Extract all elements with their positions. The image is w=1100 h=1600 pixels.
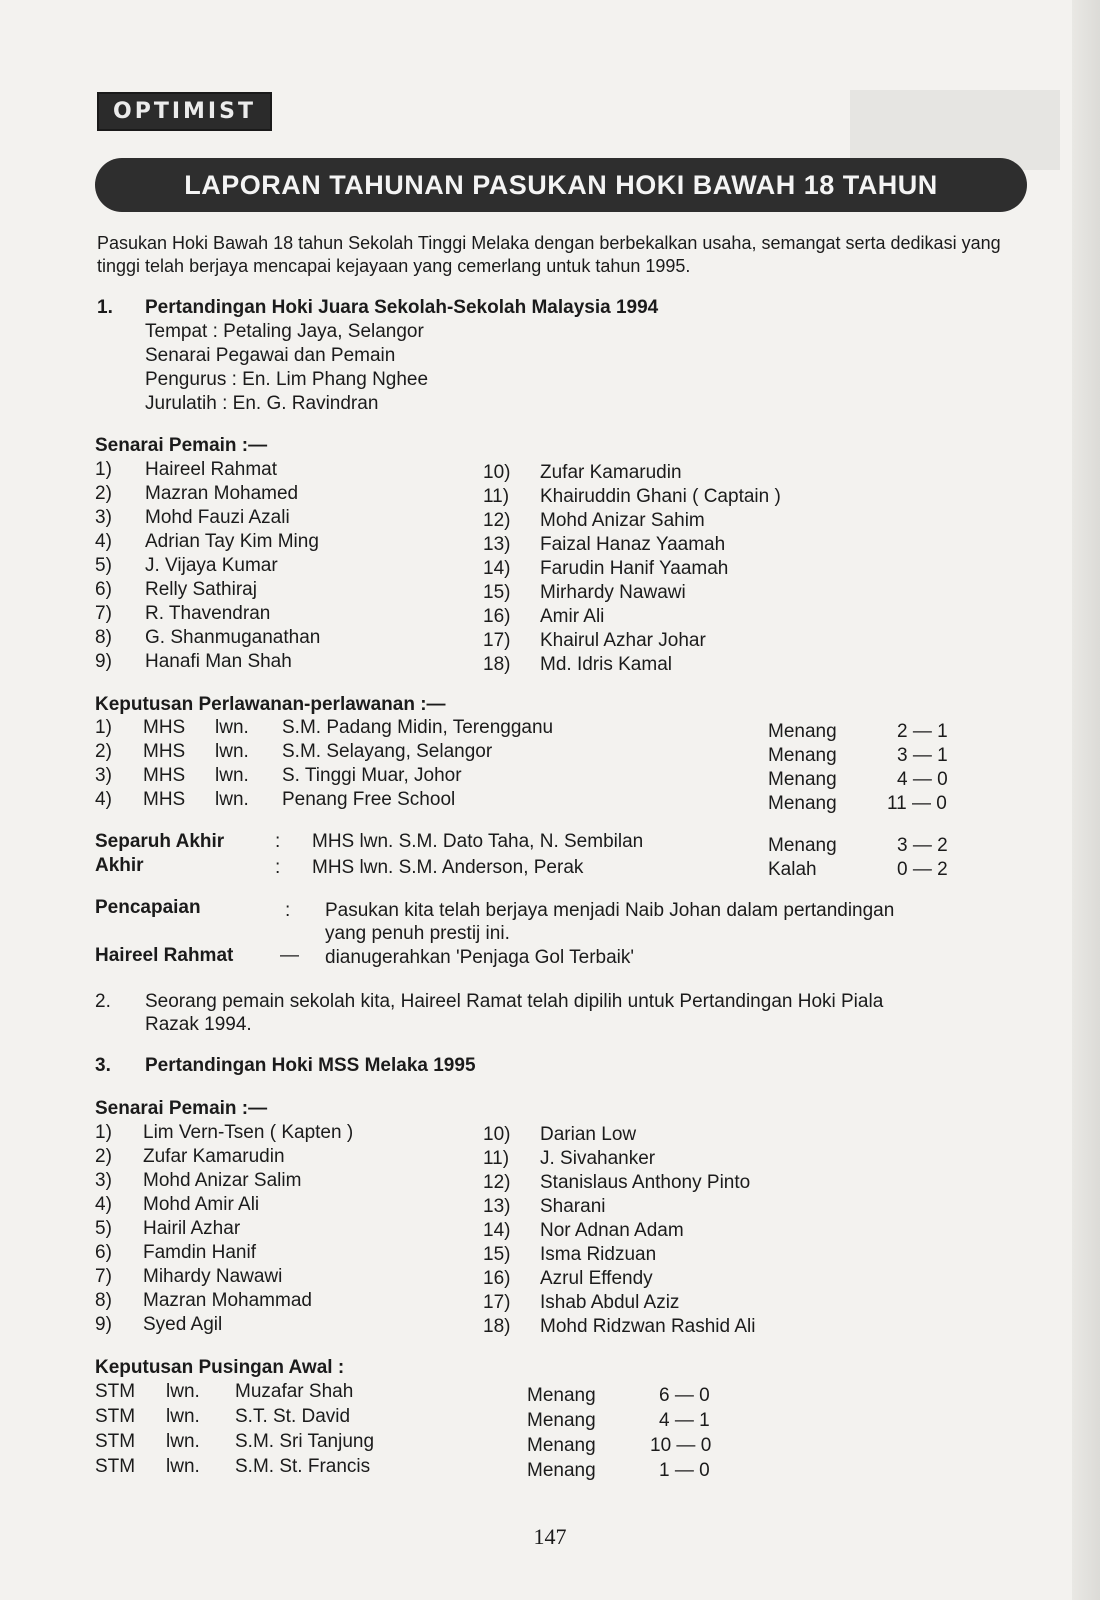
award-text: dianugerahkan 'Penjaga Gol Terbaik' (325, 947, 635, 968)
section-2-line-1: Seorang pemain sekolah kita, Haireel Ramat telah dipilih untuk Pertandingan Hoki Piala (145, 991, 884, 1012)
player-name: Adrian Tay Kim Ming (145, 531, 319, 552)
section-3-number: 3. (95, 1055, 111, 1076)
player-number: 6) (95, 579, 112, 600)
result-team: STM (95, 1406, 136, 1427)
player-name: Mazran Mohammad (143, 1290, 312, 1311)
result-score: 4 — 1 (659, 1410, 710, 1431)
result-score: 1 — 0 (659, 1460, 710, 1481)
player-name: Famdin Hanif (143, 1242, 256, 1263)
player-number: 2) (95, 1146, 112, 1167)
section-1-senarai-pegawai: Senarai Pegawai dan Pemain (145, 345, 396, 366)
player-number: 18) (483, 1316, 511, 1337)
pencapaian-line-1: Pasukan kita telah berjaya menjadi Naib Johan dalam pertandingan (325, 900, 895, 921)
player-name: Hairil Azhar (143, 1218, 241, 1239)
result-outcome: Menang (768, 745, 837, 766)
player-number: 5) (95, 1218, 112, 1239)
player-number: 12) (483, 510, 511, 531)
result-team: MHS (143, 741, 186, 762)
semi-final-colon: : (275, 831, 281, 852)
section-1-jurulatih: Jurulatih : En. G. Ravindran (145, 393, 379, 414)
player-name: R. Thavendran (145, 603, 271, 624)
player-name: Mohd Fauzi Azali (145, 507, 290, 528)
player-name: Lim Vern-Tsen ( Kapten ) (143, 1122, 354, 1143)
player-number: 14) (483, 1220, 511, 1241)
player-number: 16) (483, 606, 511, 627)
result-vs: lwn. (215, 789, 249, 810)
player-name: Sharani (540, 1196, 606, 1217)
player-number: 11) (483, 1148, 510, 1169)
player-number: 10) (483, 1124, 511, 1145)
player-name: Mohd Amir Ali (143, 1194, 260, 1215)
player-name: Khairuddin Ghani ( Captain ) (540, 486, 781, 507)
player-number: 14) (483, 558, 511, 579)
player-number: 9) (95, 651, 112, 672)
player-number: 13) (483, 1196, 511, 1217)
player-name: Amir Ali (540, 606, 605, 627)
result-outcome: Menang (768, 721, 837, 742)
page-spine (1072, 0, 1100, 1600)
result-vs: lwn. (166, 1456, 200, 1477)
player-name: Haireel Rahmat (145, 459, 277, 480)
player-name: Relly Sathiraj (145, 579, 257, 600)
player-number: 8) (95, 627, 112, 648)
player-number: 5) (95, 555, 112, 576)
player-number: 15) (483, 1244, 511, 1265)
player-number: 3) (95, 507, 112, 528)
section-1-results-label: Keputusan Perlawanan-perlawanan :— (95, 694, 446, 715)
result-team: STM (95, 1456, 136, 1477)
player-number: 18) (483, 654, 511, 675)
section-3-players-label: Senarai Pemain :— (95, 1098, 268, 1119)
result-opponent: Muzafar Shah (235, 1381, 354, 1402)
player-name: Azrul Effendy (540, 1268, 653, 1289)
final-score: 0 — 2 (897, 859, 948, 880)
player-number: 9) (95, 1314, 112, 1335)
player-number: 6) (95, 1242, 112, 1263)
result-number: 3) (95, 765, 112, 786)
result-team: STM (95, 1381, 136, 1402)
result-vs: lwn. (215, 717, 249, 738)
result-score: 3 — 1 (897, 745, 948, 766)
player-name: Zufar Kamarudin (540, 462, 682, 483)
page-number: 147 (533, 1524, 567, 1549)
result-outcome: Menang (768, 769, 837, 790)
player-name: Mazran Mohamed (145, 483, 299, 504)
brand-label: OPTIMIST (97, 92, 272, 131)
award-name: Haireel Rahmat (95, 945, 234, 966)
result-opponent: S.M. St. Francis (235, 1456, 371, 1477)
result-outcome: Menang (768, 793, 837, 814)
semi-final-match: MHS lwn. S.M. Dato Taha, N. Sembilan (312, 831, 644, 852)
player-number: 15) (483, 582, 511, 603)
title-banner (95, 158, 1027, 212)
player-name: Khairul Azhar Johar (540, 630, 706, 651)
result-outcome: Menang (527, 1435, 596, 1456)
player-name: G. Shanmuganathan (145, 627, 321, 648)
intro-paragraph: Pasukan Hoki Bawah 18 tahun Sekolah Tinggi Melaka dengan berbekalkan usaha, semangat serta dedikasi yang tinggi telah berjaya mencapai kejayaan yang cemerlang untuk tahun 1995. (97, 233, 1001, 276)
result-team: MHS (143, 765, 186, 786)
player-number: 4) (95, 1194, 112, 1215)
player-name: J. Vijaya Kumar (145, 555, 278, 576)
result-opponent: S.M. Selayang, Selangor (282, 741, 493, 762)
player-number: 17) (483, 630, 511, 651)
section-1-tempat: Tempat : Petaling Jaya, Selangor (145, 321, 424, 342)
result-number: 1) (95, 717, 112, 738)
semi-final-score: 3 — 2 (897, 835, 948, 856)
player-number: 3) (95, 1170, 112, 1191)
result-score: 4 — 0 (897, 769, 948, 790)
player-number: 13) (483, 534, 511, 555)
player-number: 10) (483, 462, 511, 483)
result-number: 2) (95, 741, 112, 762)
player-name: Isma Ridzuan (540, 1244, 657, 1265)
result-outcome: Menang (527, 1385, 596, 1406)
semi-final-label: Separuh Akhir (95, 831, 225, 852)
result-team: STM (95, 1431, 136, 1452)
pencapaian-line-2: yang penuh prestij ini. (325, 923, 510, 944)
player-name: Hanafi Man Shah (145, 651, 292, 672)
section-1-players-label: Senarai Pemain :— (95, 435, 268, 456)
player-name: Syed Agil (143, 1314, 223, 1335)
result-opponent: S.T. St. David (235, 1406, 351, 1427)
result-score: 6 — 0 (659, 1385, 710, 1406)
player-name: Zufar Kamarudin (143, 1146, 285, 1167)
player-number: 7) (95, 603, 112, 624)
player-name: Ishab Abdul Aziz (540, 1292, 680, 1313)
result-opponent: Penang Free School (282, 789, 456, 810)
player-name: J. Sivahanker (540, 1148, 656, 1169)
result-team: MHS (143, 789, 186, 810)
result-vs: lwn. (215, 741, 249, 762)
player-name: Stanislaus Anthony Pinto (540, 1172, 751, 1193)
player-number: 12) (483, 1172, 511, 1193)
section-1-number: 1. (97, 297, 113, 318)
player-name: Mohd Anizar Salim (143, 1170, 302, 1191)
final-match: MHS lwn. S.M. Anderson, Perak (312, 857, 584, 878)
final-label: Akhir (95, 855, 144, 876)
result-score: 2 — 1 (897, 721, 948, 742)
section-3-heading: Pertandingan Hoki MSS Melaka 1995 (145, 1055, 476, 1076)
player-number: 1) (95, 1122, 112, 1143)
player-number: 11) (483, 486, 510, 507)
section-1-heading: Pertandingan Hoki Juara Sekolah-Sekolah Malaysia 1994 (145, 297, 659, 318)
result-number: 4) (95, 789, 112, 810)
result-vs: lwn. (166, 1381, 200, 1402)
player-number: 1) (95, 459, 112, 480)
result-opponent: S.M. Sri Tanjung (235, 1431, 375, 1452)
result-score: 10 — 0 (650, 1435, 712, 1456)
pencapaian-label: Pencapaian (95, 897, 201, 918)
player-number: 17) (483, 1292, 511, 1313)
player-name: Mirhardy Nawawi (540, 582, 686, 603)
player-name: Mohd Anizar Sahim (540, 510, 705, 531)
player-name: Faizal Hanaz Yaamah (540, 534, 726, 555)
page-title: LAPORAN TAHUNAN PASUKAN HOKI BAWAH 18 TAHUN (184, 169, 938, 200)
player-number: 8) (95, 1290, 112, 1311)
player-name: Nor Adnan Adam (540, 1220, 684, 1241)
result-vs: lwn. (166, 1431, 200, 1452)
player-number: 2) (95, 483, 112, 504)
player-number: 7) (95, 1266, 112, 1287)
award-dash: — (280, 945, 299, 966)
final-colon: : (275, 857, 281, 878)
player-number: 16) (483, 1268, 511, 1289)
player-name: Mohd Ridzwan Rashid Ali (540, 1316, 756, 1337)
section-2-number: 2. (95, 991, 111, 1012)
semi-final-result: Menang (768, 835, 837, 856)
result-vs: lwn. (166, 1406, 200, 1427)
section-3-results-label: Keputusan Pusingan Awal : (95, 1357, 345, 1378)
player-name: Mihardy Nawawi (143, 1266, 283, 1287)
pencapaian-colon: : (285, 900, 291, 921)
result-outcome: Menang (527, 1410, 596, 1431)
player-name: Darian Low (540, 1124, 637, 1145)
final-result: Kalah (768, 859, 817, 880)
result-opponent: S. Tinggi Muar, Johor (282, 765, 462, 786)
player-name: Farudin Hanif Yaamah (540, 558, 729, 579)
result-score: 11 — 0 (887, 793, 947, 814)
result-team: MHS (143, 717, 186, 738)
result-opponent: S.M. Padang Midin, Terengganu (282, 717, 554, 738)
player-name: Md. Idris Kamal (540, 654, 672, 675)
section-1-pengurus: Pengurus : En. Lim Phang Nghee (145, 369, 429, 390)
result-outcome: Menang (527, 1460, 596, 1481)
player-number: 4) (95, 531, 112, 552)
section-2-line-2: Razak 1994. (145, 1014, 252, 1035)
result-vs: lwn. (215, 765, 249, 786)
